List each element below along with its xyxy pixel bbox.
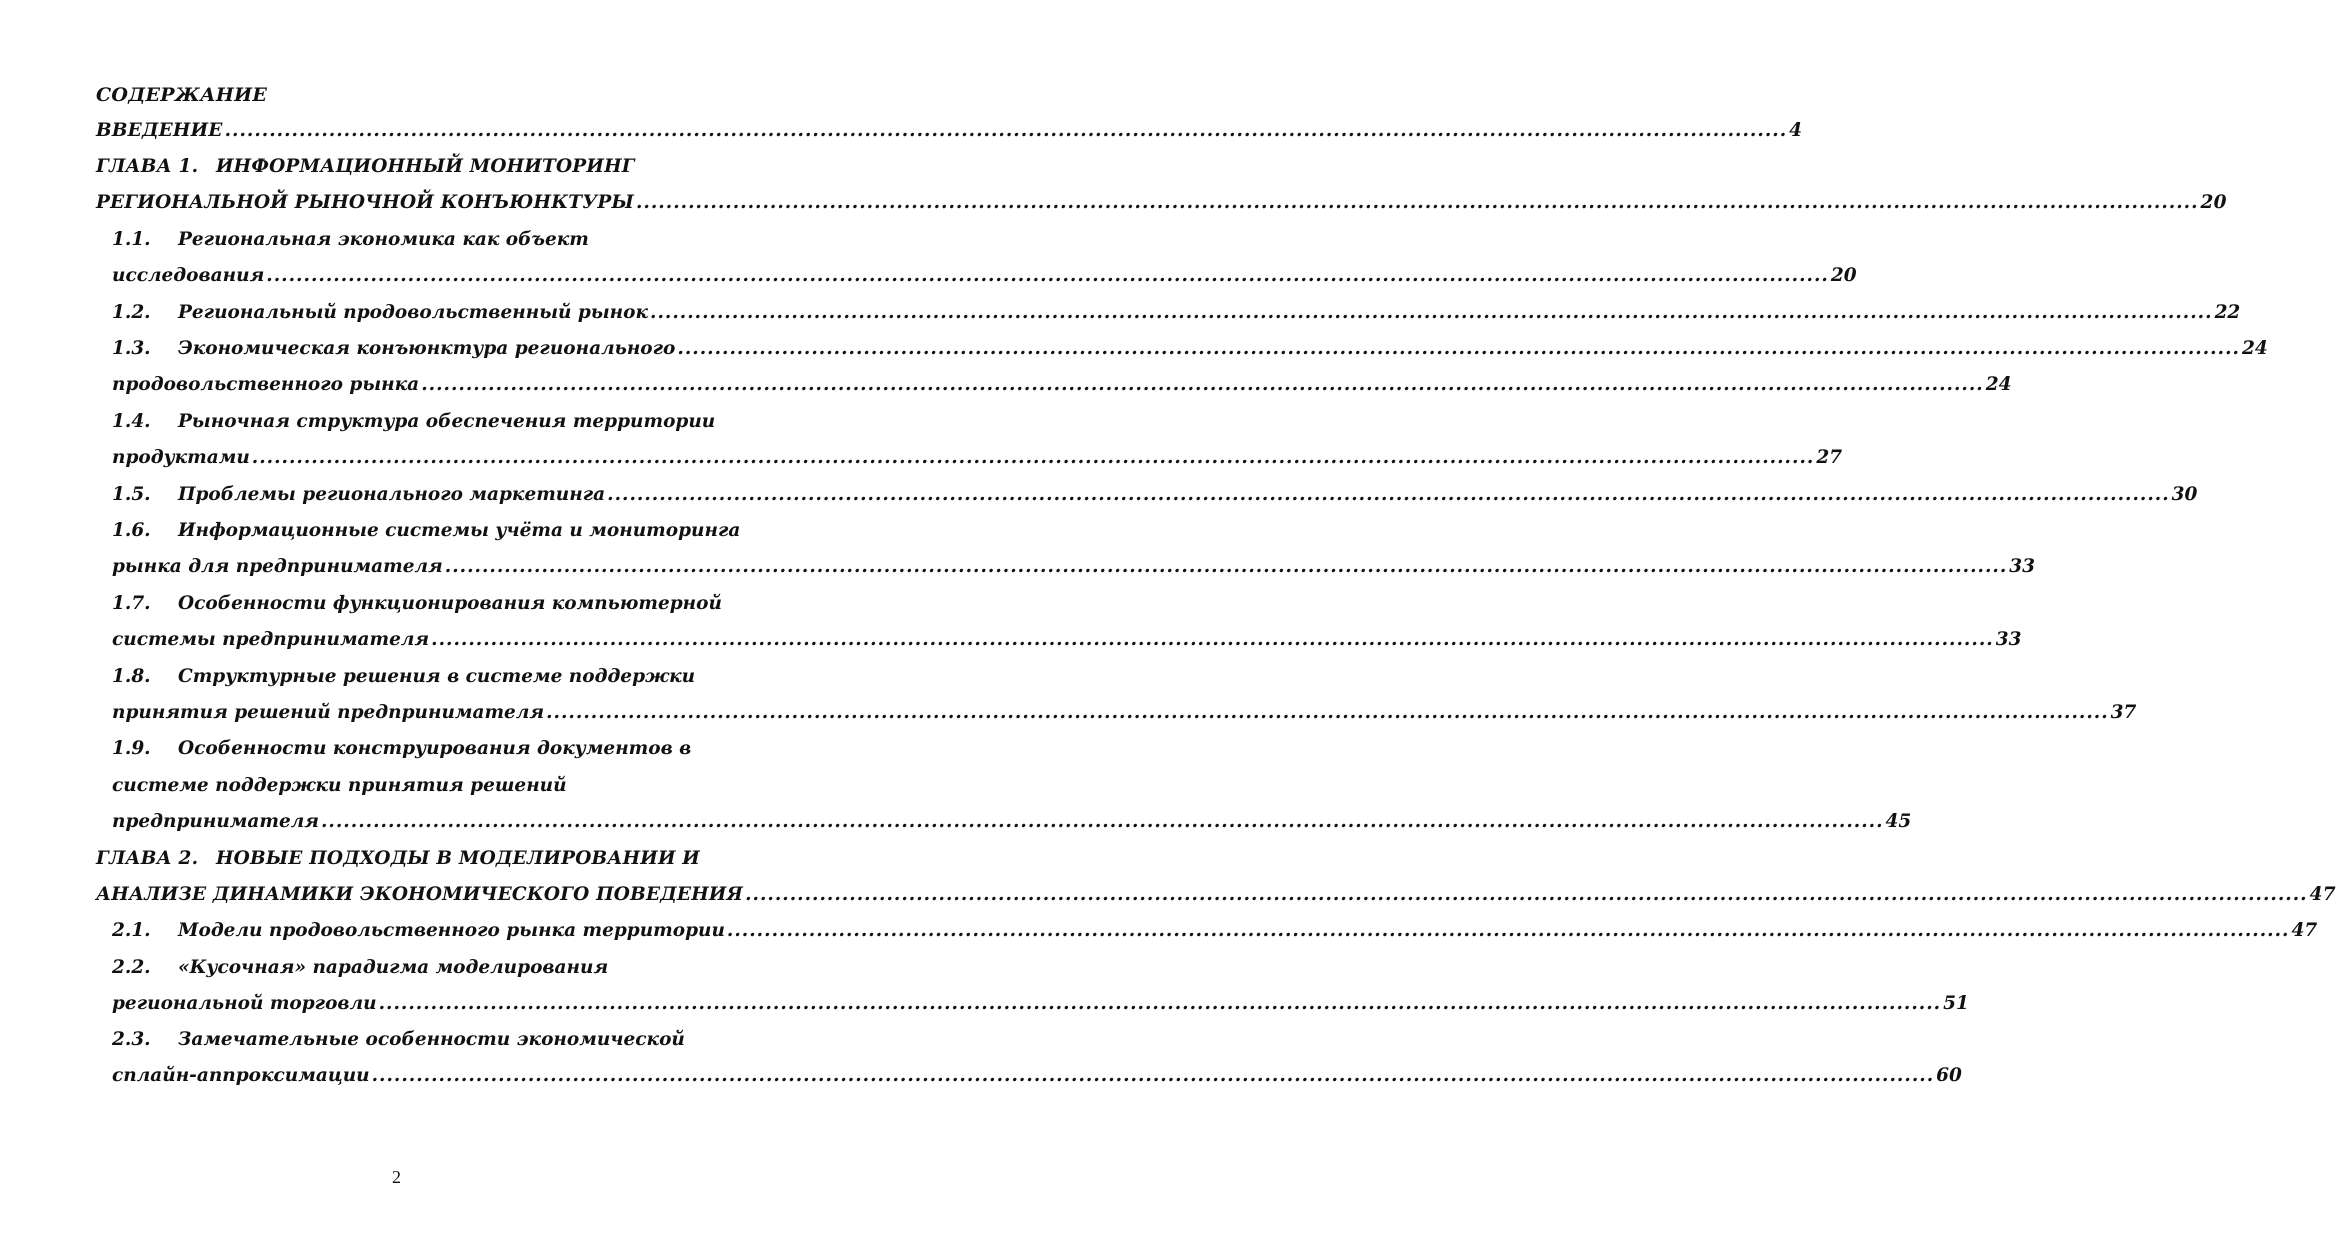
toc-section-1-9[interactable]: [112, 731, 735, 767]
toc-entry-text: Модели продовольственного рынка территории: [178, 920, 725, 941]
toc-entry-text: исследования: [112, 265, 265, 286]
toc-entry-text: Особенности функционирования компьютерной: [178, 593, 722, 614]
toc-section-2-2-cont[interactable]: [112, 986, 1969, 1022]
toc-leader-dots: [379, 986, 1942, 1022]
toc-entry-text: Структурные решения в системе поддержки: [178, 666, 696, 687]
toc-section-number: 2.3.: [112, 1029, 151, 1050]
toc-leader-dots: [225, 113, 1788, 149]
toc-entry-page: 47: [2291, 920, 2318, 941]
toc-leader-dots: [650, 295, 2213, 331]
toc-leader-dots: [266, 258, 1829, 294]
toc-section-2-3[interactable]: [112, 1022, 735, 1058]
toc-leader-dots: [321, 804, 1884, 840]
toc-section-1-9-cont[interactable]: [112, 768, 735, 804]
toc-entry-page: 4: [1789, 120, 1803, 141]
toc-entry-text: АНАЛИЗЕ ДИНАМИКИ ЭКОНОМИЧЕСКОГО ПОВЕДЕНИЯ: [96, 884, 744, 905]
toc-entry-text: продовольственного рынка: [112, 374, 420, 395]
toc-leader-dots: [727, 913, 2290, 949]
toc-entry-text: Экономическая конъюнктура регионального: [178, 338, 676, 359]
toc-section-1-7[interactable]: [112, 586, 735, 622]
toc-section-number: 1.1.: [112, 229, 151, 250]
toc-entry-text: предпринимателя: [112, 811, 319, 832]
toc-entry-text: «Кусочная» парадигма моделирования: [178, 957, 609, 978]
toc-section-2-3-cont[interactable]: [112, 1058, 1962, 1094]
toc-entry-page: 20: [2200, 192, 2227, 213]
toc-chapter-2-heading[interactable]: [96, 841, 735, 877]
toc-section-number: 2.2.: [112, 957, 151, 978]
toc-entry-text: НОВЫЕ ПОДХОДЫ В МОДЕЛИРОВАНИИ И: [216, 848, 700, 869]
toc-entry-page: 33: [1995, 629, 2022, 650]
toc-section-number: 1.9.: [112, 738, 151, 759]
toc-section-2-1[interactable]: [112, 913, 2318, 949]
toc-leader-dots: [636, 185, 2199, 221]
toc-leader-dots: [252, 440, 1815, 476]
toc-entry-page: 60: [1936, 1065, 1962, 1086]
toc-entry-page: 24: [1985, 374, 2012, 395]
toc-entry-text: РЕГИОНАЛЬНОЙ РЫНОЧНОЙ КОНЪЮНКТУРЫ: [96, 192, 634, 213]
toc-entry-text: системе поддержки принятия решений: [112, 775, 567, 796]
toc-leader-dots: [431, 622, 1994, 658]
toc-chapter-2-heading-cont[interactable]: [96, 877, 2336, 913]
toc-section-number: 1.7.: [112, 593, 151, 614]
toc-entry-text: Проблемы регионального маркетинга: [178, 484, 606, 505]
toc-section-1-7-cont[interactable]: [112, 622, 2022, 658]
toc-entry-page: 30: [2171, 484, 2198, 505]
toc-entry-page: 37: [2110, 702, 2137, 723]
toc-section-number: 1.6.: [112, 520, 151, 541]
toc-leader-dots: [421, 367, 1984, 403]
toc-section-1-9-cont-2[interactable]: [112, 804, 1912, 840]
toc-leader-dots: [372, 1058, 1935, 1094]
toc-section-1-4[interactable]: [112, 404, 735, 440]
toc-section-number: 1.2.: [112, 302, 151, 323]
toc-section-1-6-cont[interactable]: [112, 549, 2036, 585]
toc-entry-text: Региональная экономика как объект: [178, 229, 589, 250]
toc-section-1-1[interactable]: [112, 222, 735, 258]
toc-entry-page: 45: [1885, 811, 1912, 832]
toc-section-number: 1.8.: [112, 666, 151, 687]
toc-entry-text: системы предпринимателя: [112, 629, 430, 650]
toc-entry-page: 51: [1943, 993, 1969, 1014]
toc-entry-text: ИНФОРМАЦИОННЫЙ МОНИТОРИНГ: [216, 156, 635, 177]
toc-section-1-1-cont[interactable]: [112, 258, 1857, 294]
toc-section-1-6[interactable]: [112, 513, 741, 549]
toc-entry-page: 20: [1830, 265, 1857, 286]
toc-entry-text: региональной торговли: [112, 993, 377, 1014]
toc-entry-page: 33: [2009, 556, 2036, 577]
toc-entry-page: 22: [2214, 302, 2241, 323]
toc-entry-page: 47: [2309, 884, 2336, 905]
toc-leader-dots: [745, 877, 2308, 913]
toc-entry-text: Рыночная структура обеспечения территории: [178, 411, 716, 432]
toc-chapter-number: ГЛАВА 2.: [96, 848, 199, 869]
toc-entry-page: 27: [1816, 447, 1843, 468]
toc-section-1-5[interactable]: [112, 477, 2198, 513]
toc-entry-introduction[interactable]: [96, 113, 1803, 149]
page-number: 2: [392, 1167, 401, 1187]
toc-entry-text: ВВЕДЕНИЕ: [96, 120, 223, 141]
toc-section-1-8-cont[interactable]: [112, 695, 2137, 731]
toc-section-number: 1.5.: [112, 484, 151, 505]
toc-chapter-1-heading[interactable]: [96, 149, 735, 185]
toc-leader-dots: [607, 477, 2170, 513]
toc-leader-dots: [677, 331, 2240, 367]
toc-section-number: 1.3.: [112, 338, 151, 359]
toc-title: СОДЕРЖАНИЕ: [96, 84, 268, 106]
toc-section-1-8[interactable]: [112, 659, 735, 695]
toc-entry-text: Замечательные особенности экономической: [178, 1029, 685, 1050]
toc-chapter-1-heading-cont[interactable]: [96, 185, 2227, 221]
toc-entry-text: продуктами: [112, 447, 250, 468]
toc-section-number: 1.4.: [112, 411, 151, 432]
toc-entry-text: рынка для предпринимателя: [112, 556, 443, 577]
toc-section-1-3[interactable]: [112, 331, 2268, 367]
toc-entry-text: сплайн-аппроксимации: [112, 1065, 370, 1086]
toc-section-1-3-cont[interactable]: [112, 367, 2012, 403]
toc-entry-text: Особенности конструирования документов в: [178, 738, 692, 759]
toc-entry-page: 24: [2241, 338, 2268, 359]
toc-leader-dots: [445, 549, 2008, 585]
toc-section-1-4-cont[interactable]: [112, 440, 1843, 476]
toc-entry-text: Информационные системы учёта и мониторинга: [178, 520, 741, 541]
toc-section-number: 2.1.: [112, 920, 151, 941]
toc-chapter-number: ГЛАВА 1.: [96, 156, 199, 177]
toc-leader-dots: [546, 695, 2109, 731]
toc-entry-text: принятия решений предпринимателя: [112, 702, 545, 723]
toc-section-1-2[interactable]: [112, 295, 2241, 331]
toc-section-2-2[interactable]: [112, 950, 735, 986]
toc-entry-text: Региональный продовольственный рынок: [178, 302, 649, 323]
